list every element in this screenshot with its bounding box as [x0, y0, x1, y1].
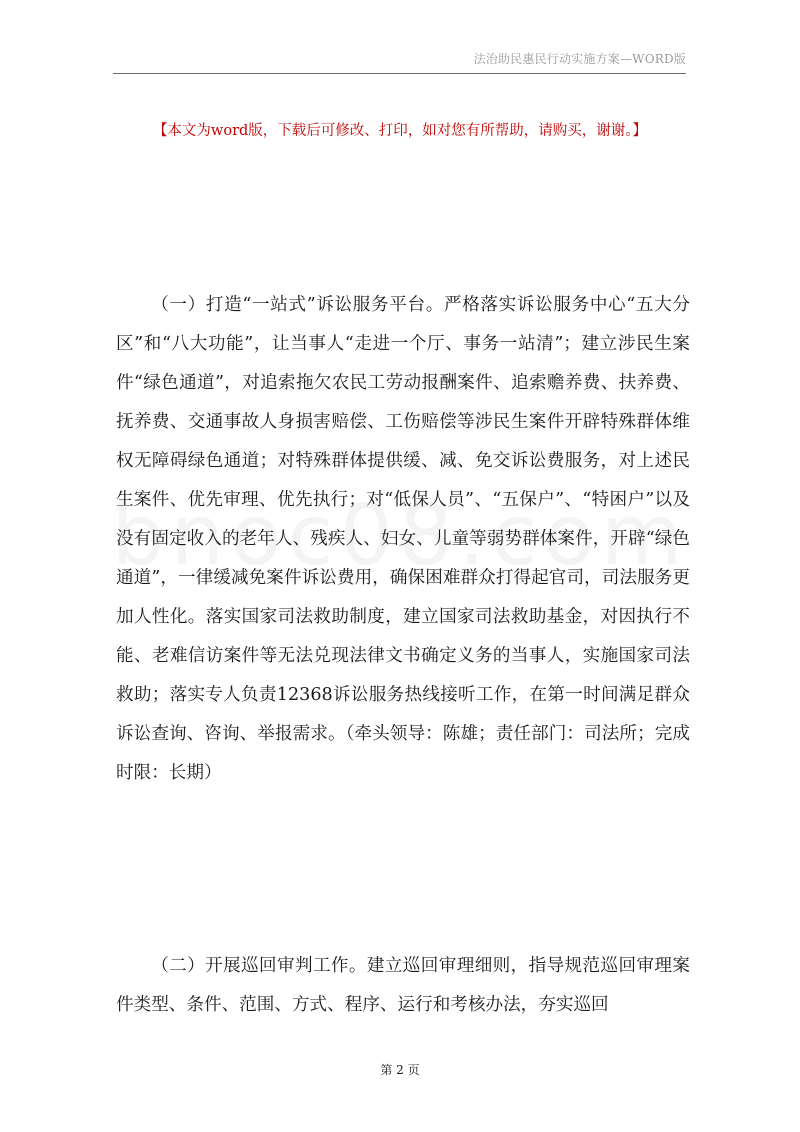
- running-header: 法治助民惠民行动实施方案—WORD版: [473, 52, 686, 66]
- paragraph-one-stop-litigation: （一）打造“一站式”诉讼服务平台。严格落实诉讼服务中心“五大分区”和“八大功能”，让当事人“走进一个厅、事务一站清”；建立涉民生案件“绿色通道”，对追索拖欠农民工劳动报酬案件、追索赡养费、扶养费、抚养费、交通事故人身损害赔偿、工伤赔偿等涉民生案件开辟特殊群体维权无障碍绿色通道；对特殊群体提供缓、减、免交诉讼费服务，对上述民生案件、优先审理、优先执行；对“低保人员”、“五保户”、“特困户”以及没有固定收入的老年人、残疾人、妇女、儿童等弱势群体案件，开辟“绿色通道”，一律缓减免案件诉讼费用，确保困难群众打得起官司，司法服务更加人性化。落实国家司法救助制度，建立国家司法救助基金，对因执行不能、老难信访案件等无法兑现法律文书确定义务的当事人，实施国家司法救助；落实专人负责12368诉讼服务热线接听工作，在第一时间满足群众诉讼查询、咨询、举报需求。（牵头领导：陈雄；责任部门：司法所；完成时限：长期）: [116, 295, 690, 783]
- header-divider: [113, 73, 686, 74]
- paragraph-circuit-trial: （二）开展巡回审判工作。建立巡回审理细则，指导规范巡回审理案件类型、条件、范围、方式、程序、运行和考核办法，夯实巡回: [116, 956, 690, 1015]
- page-number: 第 2 页: [380, 1063, 420, 1077]
- download-notice: 【本文为word版，下载后可修改、打印，如对您有所帮助，请购买，谢谢。】: [152, 123, 648, 139]
